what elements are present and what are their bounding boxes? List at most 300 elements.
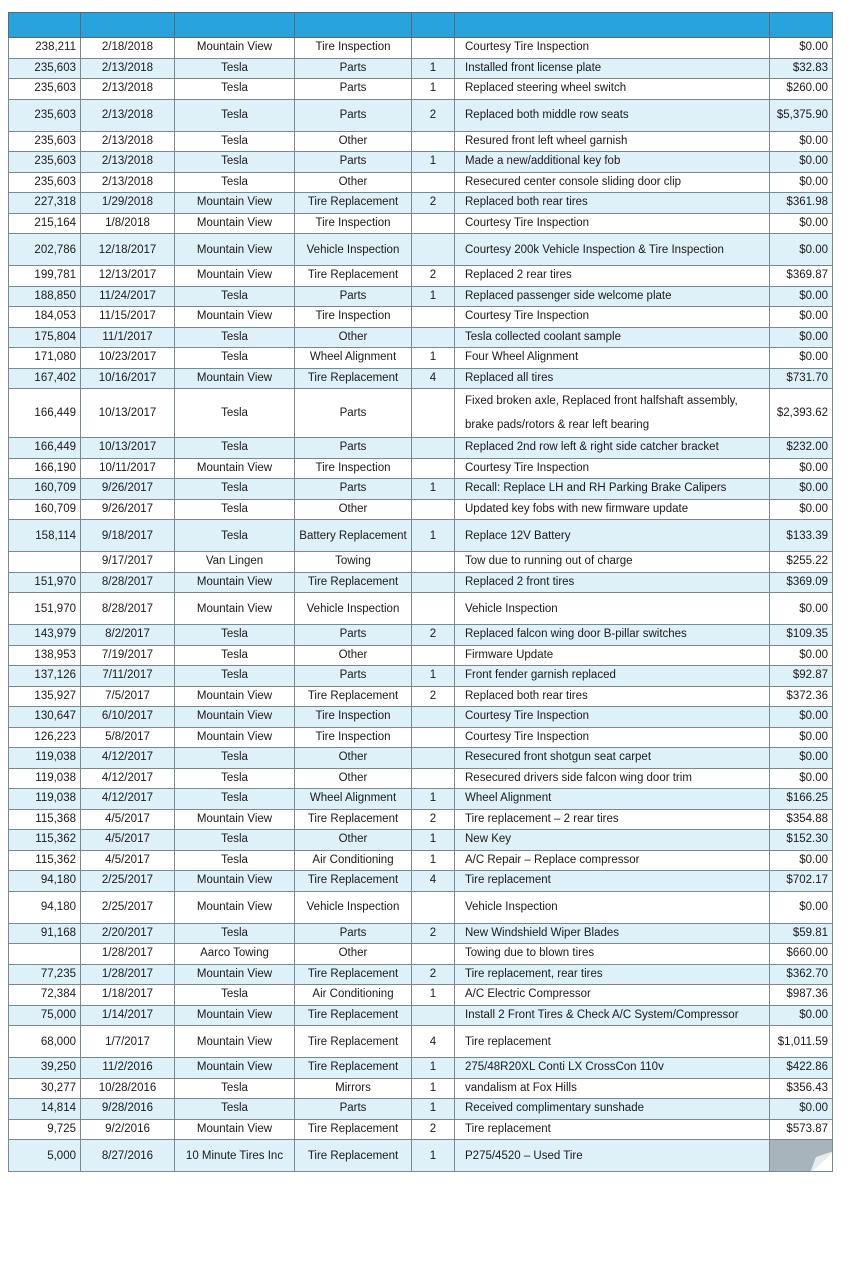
cell-mileage: 235,603 bbox=[9, 58, 81, 79]
cell-qty: 2 bbox=[412, 686, 455, 707]
cell-mileage: 137,126 bbox=[9, 666, 81, 687]
cell-description: 275/48R20XL Conti LX CrossCon 110v bbox=[455, 1058, 770, 1079]
cell-description: Recall: Replace LH and RH Parking Brake Calipers bbox=[455, 479, 770, 500]
cell-description: Courtesy Tire Inspection bbox=[455, 213, 770, 234]
cell-mileage: 175,804 bbox=[9, 327, 81, 348]
cell-qty: 1 bbox=[412, 1078, 455, 1099]
cell-qty: 1 bbox=[412, 789, 455, 810]
cell-mileage: 14,814 bbox=[9, 1099, 81, 1120]
table-row bbox=[9, 768, 833, 789]
cell-mileage: 138,953 bbox=[9, 645, 81, 666]
cell-shop: Tesla bbox=[175, 789, 295, 810]
cell-date: 1/7/2017 bbox=[81, 1026, 175, 1058]
cell-mileage: 199,781 bbox=[9, 266, 81, 287]
cell-mileage: 75,000 bbox=[9, 1005, 81, 1026]
cell-qty bbox=[412, 131, 455, 152]
cell-qty: 1 bbox=[412, 58, 455, 79]
table-row bbox=[9, 830, 833, 851]
cell-cost: $0.00 bbox=[770, 38, 833, 59]
cell-mileage: 91,168 bbox=[9, 923, 81, 944]
cell-category: Tire Replacement bbox=[295, 1119, 412, 1140]
cell-shop: Mountain View bbox=[175, 593, 295, 625]
cell-date: 2/25/2017 bbox=[81, 891, 175, 923]
cell-category: Parts bbox=[295, 666, 412, 687]
cell-date: 11/24/2017 bbox=[81, 286, 175, 307]
cell-date: 11/2/2016 bbox=[81, 1058, 175, 1079]
table-row bbox=[9, 38, 833, 59]
cell-cost: $232.00 bbox=[770, 438, 833, 459]
cell-category: Other bbox=[295, 172, 412, 193]
table-row bbox=[9, 552, 833, 573]
cell-date: 11/1/2017 bbox=[81, 327, 175, 348]
cell-category: Battery Replacement bbox=[295, 520, 412, 552]
cell-date: 10/13/2017 bbox=[81, 389, 175, 438]
cell-category: Other bbox=[295, 327, 412, 348]
cell-shop: Tesla bbox=[175, 79, 295, 100]
cell-qty: 1 bbox=[412, 79, 455, 100]
cell-qty: 4 bbox=[412, 1026, 455, 1058]
cell-qty: 2 bbox=[412, 809, 455, 830]
cell-category: Tire Replacement bbox=[295, 368, 412, 389]
cell-description: Made a new/additional key fob bbox=[455, 152, 770, 173]
cell-shop: Mountain View bbox=[175, 727, 295, 748]
cell-shop: Mountain View bbox=[175, 964, 295, 985]
table-row bbox=[9, 748, 833, 769]
cell-description: Resecured drivers side falcon wing door trim bbox=[455, 768, 770, 789]
cell-description: Courtesy 200k Vehicle Inspection & Tire Inspection bbox=[455, 234, 770, 266]
cell-description: P275/4520 – Used Tire bbox=[455, 1140, 770, 1172]
cell-cost: $59.81 bbox=[770, 923, 833, 944]
cell-description: Replaced all tires bbox=[455, 368, 770, 389]
cell-cost: $2,393.62 bbox=[770, 389, 833, 438]
cell-qty bbox=[412, 707, 455, 728]
cell-category: Vehicle Inspection bbox=[295, 234, 412, 266]
table-row bbox=[9, 172, 833, 193]
cell-date: 1/29/2018 bbox=[81, 193, 175, 214]
cell-shop: Tesla bbox=[175, 768, 295, 789]
cell-shop: Mountain View bbox=[175, 368, 295, 389]
cell-description: Fixed broken axle, Replaced front halfshaft assembly, brake pads/rotors & rear left bearing bbox=[455, 389, 770, 438]
cell-shop: Tesla bbox=[175, 348, 295, 369]
cell-description: Resecured front shotgun seat carpet bbox=[455, 748, 770, 769]
cell-cost: $0.00 bbox=[770, 707, 833, 728]
cell-date: 8/28/2017 bbox=[81, 593, 175, 625]
cell-description: Vehicle Inspection bbox=[455, 593, 770, 625]
table-row bbox=[9, 707, 833, 728]
table-row bbox=[9, 327, 833, 348]
cell-category: Other bbox=[295, 131, 412, 152]
cell-category: Other bbox=[295, 768, 412, 789]
cell-shop: Mountain View bbox=[175, 1119, 295, 1140]
cell-shop: Tesla bbox=[175, 389, 295, 438]
cell-date: 9/28/2016 bbox=[81, 1099, 175, 1120]
cell-mileage: 227,318 bbox=[9, 193, 81, 214]
cell-mileage: 151,970 bbox=[9, 593, 81, 625]
cell-category: Parts bbox=[295, 625, 412, 646]
cell-qty: 1 bbox=[412, 286, 455, 307]
cell-mileage: 115,368 bbox=[9, 809, 81, 830]
cell-cost: $0.00 bbox=[770, 891, 833, 923]
cell-mileage: 238,211 bbox=[9, 38, 81, 59]
cell-mileage: 77,235 bbox=[9, 964, 81, 985]
cell-qty: 1 bbox=[412, 152, 455, 173]
cell-category: Tire Inspection bbox=[295, 307, 412, 328]
cell-qty bbox=[412, 307, 455, 328]
cell-description: Wheel Alignment bbox=[455, 789, 770, 810]
cell-category: Tire Replacement bbox=[295, 266, 412, 287]
cell-description: New Key bbox=[455, 830, 770, 851]
cell-date: 4/12/2017 bbox=[81, 789, 175, 810]
cell-shop: Tesla bbox=[175, 645, 295, 666]
cell-date: 7/11/2017 bbox=[81, 666, 175, 687]
cell-shop: Tesla bbox=[175, 1078, 295, 1099]
table-row bbox=[9, 266, 833, 287]
cell-category: Mirrors bbox=[295, 1078, 412, 1099]
cell-shop: Tesla bbox=[175, 327, 295, 348]
cell-date: 1/28/2017 bbox=[81, 964, 175, 985]
cell-shop: Van Lingen bbox=[175, 552, 295, 573]
cell-date: 5/8/2017 bbox=[81, 727, 175, 748]
cell-cost: $0.00 bbox=[770, 1005, 833, 1026]
cell-description: Replaced 2 rear tires bbox=[455, 266, 770, 287]
cell-qty: 4 bbox=[412, 871, 455, 892]
cell-shop: Tesla bbox=[175, 830, 295, 851]
cell-shop: Tesla bbox=[175, 985, 295, 1006]
cell-mileage: 235,603 bbox=[9, 172, 81, 193]
cell-qty bbox=[412, 234, 455, 266]
cell-date: 9/2/2016 bbox=[81, 1119, 175, 1140]
cell-description: Courtesy Tire Inspection bbox=[455, 458, 770, 479]
cell-date: 11/15/2017 bbox=[81, 307, 175, 328]
cell-date: 12/13/2017 bbox=[81, 266, 175, 287]
cell-shop: Mountain View bbox=[175, 1026, 295, 1058]
header-cell-cost bbox=[770, 13, 833, 38]
table-row bbox=[9, 686, 833, 707]
cell-shop: Tesla bbox=[175, 58, 295, 79]
cell-description: Replaced passenger side welcome plate bbox=[455, 286, 770, 307]
cell-category: Tire Inspection bbox=[295, 458, 412, 479]
cell-qty: 2 bbox=[412, 193, 455, 214]
cell-mileage: 135,927 bbox=[9, 686, 81, 707]
cell-shop: Mountain View bbox=[175, 213, 295, 234]
cell-mileage: 166,449 bbox=[9, 389, 81, 438]
cell-category: Parts bbox=[295, 389, 412, 438]
table-row bbox=[9, 458, 833, 479]
cell-cost: $0.00 bbox=[770, 645, 833, 666]
cell-date: 9/17/2017 bbox=[81, 552, 175, 573]
header-cell-description bbox=[455, 13, 770, 38]
header-cell-shop bbox=[175, 13, 295, 38]
cell-mileage: 119,038 bbox=[9, 768, 81, 789]
cell-category: Other bbox=[295, 748, 412, 769]
cell-category: Tire Replacement bbox=[295, 1058, 412, 1079]
cell-qty: 1 bbox=[412, 666, 455, 687]
cell-mileage bbox=[9, 552, 81, 573]
cell-qty bbox=[412, 552, 455, 573]
cell-category: Tire Inspection bbox=[295, 38, 412, 59]
table-row bbox=[9, 286, 833, 307]
cell-date: 8/28/2017 bbox=[81, 572, 175, 593]
cell-cost: $255.22 bbox=[770, 552, 833, 573]
cell-qty bbox=[412, 891, 455, 923]
cell-cost: $731.70 bbox=[770, 368, 833, 389]
cell-date: 2/13/2018 bbox=[81, 99, 175, 131]
cell-cost: $0.00 bbox=[770, 1099, 833, 1120]
cell-date: 2/13/2018 bbox=[81, 172, 175, 193]
cell-date: 9/18/2017 bbox=[81, 520, 175, 552]
cell-cost: $166.25 bbox=[770, 789, 833, 810]
cell-category: Parts bbox=[295, 152, 412, 173]
cell-category: Wheel Alignment bbox=[295, 789, 412, 810]
cell-description: Tire replacement – 2 rear tires bbox=[455, 809, 770, 830]
cell-qty bbox=[412, 727, 455, 748]
cell-cost: $0.00 bbox=[770, 131, 833, 152]
cell-cost: $369.09 bbox=[770, 572, 833, 593]
cell-mileage: 68,000 bbox=[9, 1026, 81, 1058]
cell-date: 2/20/2017 bbox=[81, 923, 175, 944]
cell-description: Replaced both middle row seats bbox=[455, 99, 770, 131]
table-row bbox=[9, 499, 833, 520]
table-row bbox=[9, 79, 833, 100]
cell-cost: $369.87 bbox=[770, 266, 833, 287]
table-row bbox=[9, 944, 833, 965]
cell-description: Courtesy Tire Inspection bbox=[455, 707, 770, 728]
cell-shop: 10 Minute Tires Inc bbox=[175, 1140, 295, 1172]
cell-cost bbox=[770, 1140, 833, 1172]
cell-qty: 1 bbox=[412, 1099, 455, 1120]
table-row bbox=[9, 1099, 833, 1120]
cell-cost: $987.36 bbox=[770, 985, 833, 1006]
cell-category: Tire Replacement bbox=[295, 871, 412, 892]
cell-description: Courtesy Tire Inspection bbox=[455, 307, 770, 328]
cell-qty: 1 bbox=[412, 348, 455, 369]
cell-category: Tire Replacement bbox=[295, 686, 412, 707]
cell-description: Firmware Update bbox=[455, 645, 770, 666]
cell-cost: $1,011.59 bbox=[770, 1026, 833, 1058]
cell-date: 10/28/2016 bbox=[81, 1078, 175, 1099]
cell-date: 4/12/2017 bbox=[81, 768, 175, 789]
cell-category: Parts bbox=[295, 479, 412, 500]
cell-mileage: 130,647 bbox=[9, 707, 81, 728]
cell-qty bbox=[412, 38, 455, 59]
table-row bbox=[9, 964, 833, 985]
cell-qty bbox=[412, 645, 455, 666]
cell-mileage: 115,362 bbox=[9, 830, 81, 851]
cell-qty: 1 bbox=[412, 520, 455, 552]
cell-cost: $92.87 bbox=[770, 666, 833, 687]
header-cell-mileage bbox=[9, 13, 81, 38]
cell-cost: $0.00 bbox=[770, 234, 833, 266]
cell-date: 10/16/2017 bbox=[81, 368, 175, 389]
cell-description: A/C Electric Compressor bbox=[455, 985, 770, 1006]
cell-description: vandalism at Fox Hills bbox=[455, 1078, 770, 1099]
cell-description: Replaced both rear tires bbox=[455, 193, 770, 214]
table-row bbox=[9, 1026, 833, 1058]
cell-qty: 2 bbox=[412, 1119, 455, 1140]
table-row bbox=[9, 58, 833, 79]
cell-category: Vehicle Inspection bbox=[295, 593, 412, 625]
cell-description: Replaced 2 front tires bbox=[455, 572, 770, 593]
cell-mileage: 126,223 bbox=[9, 727, 81, 748]
cell-date: 1/18/2017 bbox=[81, 985, 175, 1006]
cell-date: 7/19/2017 bbox=[81, 645, 175, 666]
cell-description: Tow due to running out of charge bbox=[455, 552, 770, 573]
cell-description: Replaced falcon wing door B-pillar switches bbox=[455, 625, 770, 646]
cell-category: Parts bbox=[295, 438, 412, 459]
cell-cost: $0.00 bbox=[770, 593, 833, 625]
page-curl-icon bbox=[770, 1140, 833, 1172]
cell-date: 2/25/2017 bbox=[81, 871, 175, 892]
cell-date: 4/5/2017 bbox=[81, 850, 175, 871]
cell-mileage: 235,603 bbox=[9, 131, 81, 152]
cell-cost: $356.43 bbox=[770, 1078, 833, 1099]
cell-cost: $0.00 bbox=[770, 286, 833, 307]
table-row bbox=[9, 985, 833, 1006]
cell-qty bbox=[412, 389, 455, 438]
table-row bbox=[9, 479, 833, 500]
table-row bbox=[9, 850, 833, 871]
cell-shop: Tesla bbox=[175, 152, 295, 173]
table-row bbox=[9, 99, 833, 131]
cell-cost: $0.00 bbox=[770, 327, 833, 348]
cell-mileage: 143,979 bbox=[9, 625, 81, 646]
cell-category: Parts bbox=[295, 79, 412, 100]
table-row bbox=[9, 234, 833, 266]
cell-category: Other bbox=[295, 944, 412, 965]
cell-description: New Windshield Wiper Blades bbox=[455, 923, 770, 944]
cell-category: Tire Replacement bbox=[295, 964, 412, 985]
cell-shop: Tesla bbox=[175, 748, 295, 769]
cell-shop: Mountain View bbox=[175, 572, 295, 593]
cell-date: 2/13/2018 bbox=[81, 152, 175, 173]
cell-mileage: 184,053 bbox=[9, 307, 81, 328]
table-header bbox=[9, 13, 833, 38]
cell-cost: $0.00 bbox=[770, 479, 833, 500]
cell-cost: $354.88 bbox=[770, 809, 833, 830]
cell-shop: Tesla bbox=[175, 438, 295, 459]
table-row bbox=[9, 891, 833, 923]
cell-cost: $0.00 bbox=[770, 213, 833, 234]
cell-shop: Tesla bbox=[175, 286, 295, 307]
cell-category: Parts bbox=[295, 923, 412, 944]
cell-cost: $361.98 bbox=[770, 193, 833, 214]
cell-description: Replaced 2nd row left & right side catcher bracket bbox=[455, 438, 770, 459]
cell-category: Tire Replacement bbox=[295, 193, 412, 214]
cell-cost: $0.00 bbox=[770, 768, 833, 789]
cell-description: Resured front left wheel garnish bbox=[455, 131, 770, 152]
cell-qty bbox=[412, 438, 455, 459]
cell-shop: Tesla bbox=[175, 131, 295, 152]
cell-shop: Mountain View bbox=[175, 871, 295, 892]
cell-qty bbox=[412, 1005, 455, 1026]
cell-category: Tire Replacement bbox=[295, 1026, 412, 1058]
cell-shop: Mountain View bbox=[175, 234, 295, 266]
cell-mileage: 5,000 bbox=[9, 1140, 81, 1172]
cell-description: Tire replacement bbox=[455, 1119, 770, 1140]
cell-cost: $0.00 bbox=[770, 458, 833, 479]
cell-shop: Tesla bbox=[175, 479, 295, 500]
cell-category: Tire Replacement bbox=[295, 1005, 412, 1026]
cell-category: Parts bbox=[295, 1099, 412, 1120]
cell-description: Received complimentary sunshade bbox=[455, 1099, 770, 1120]
table-row bbox=[9, 152, 833, 173]
cell-shop: Tesla bbox=[175, 99, 295, 131]
table-row bbox=[9, 1140, 833, 1172]
table-row bbox=[9, 438, 833, 459]
cell-description: Tire replacement bbox=[455, 1026, 770, 1058]
table-row bbox=[9, 871, 833, 892]
cell-shop: Tesla bbox=[175, 923, 295, 944]
cell-mileage: 160,709 bbox=[9, 479, 81, 500]
cell-category: Tire Inspection bbox=[295, 213, 412, 234]
cell-cost: $702.17 bbox=[770, 871, 833, 892]
cell-category: Tire Replacement bbox=[295, 809, 412, 830]
cell-cost: $0.00 bbox=[770, 850, 833, 871]
cell-date: 2/13/2018 bbox=[81, 58, 175, 79]
cell-qty bbox=[412, 327, 455, 348]
cell-mileage: 171,080 bbox=[9, 348, 81, 369]
cell-cost: $152.30 bbox=[770, 830, 833, 851]
cell-qty: 1 bbox=[412, 1140, 455, 1172]
cell-date: 2/18/2018 bbox=[81, 38, 175, 59]
cell-category: Tire Replacement bbox=[295, 1140, 412, 1172]
table-row bbox=[9, 1005, 833, 1026]
table-row bbox=[9, 727, 833, 748]
header-cell-qty bbox=[412, 13, 455, 38]
cell-shop: Tesla bbox=[175, 172, 295, 193]
cell-date: 2/13/2018 bbox=[81, 79, 175, 100]
cell-qty: 1 bbox=[412, 830, 455, 851]
table-row bbox=[9, 593, 833, 625]
service-history-table bbox=[8, 12, 833, 1172]
table-row bbox=[9, 789, 833, 810]
cell-mileage: 119,038 bbox=[9, 748, 81, 769]
cell-description: Replaced both rear tires bbox=[455, 686, 770, 707]
cell-qty bbox=[412, 458, 455, 479]
cell-category: Other bbox=[295, 645, 412, 666]
cell-description: A/C Repair – Replace compressor bbox=[455, 850, 770, 871]
cell-date: 1/8/2018 bbox=[81, 213, 175, 234]
cell-qty: 2 bbox=[412, 625, 455, 646]
cell-cost: $0.00 bbox=[770, 348, 833, 369]
cell-shop: Mountain View bbox=[175, 809, 295, 830]
cell-qty: 1 bbox=[412, 479, 455, 500]
cell-description: Towing due to blown tires bbox=[455, 944, 770, 965]
cell-qty bbox=[412, 572, 455, 593]
cell-description: Tire replacement, rear tires bbox=[455, 964, 770, 985]
cell-category: Parts bbox=[295, 99, 412, 131]
table-row bbox=[9, 572, 833, 593]
cell-mileage bbox=[9, 944, 81, 965]
cell-mileage: 151,970 bbox=[9, 572, 81, 593]
cell-description: Resecured center console sliding door clip bbox=[455, 172, 770, 193]
header-cell-date bbox=[81, 13, 175, 38]
table-row bbox=[9, 625, 833, 646]
cell-shop: Mountain View bbox=[175, 1058, 295, 1079]
cell-description: Tire replacement bbox=[455, 871, 770, 892]
cell-category: Other bbox=[295, 499, 412, 520]
cell-qty bbox=[412, 768, 455, 789]
cell-description: Courtesy Tire Inspection bbox=[455, 38, 770, 59]
cell-shop: Mountain View bbox=[175, 307, 295, 328]
cell-date: 10/13/2017 bbox=[81, 438, 175, 459]
cell-date: 9/26/2017 bbox=[81, 499, 175, 520]
cell-description: Installed front license plate bbox=[455, 58, 770, 79]
cell-mileage: 215,164 bbox=[9, 213, 81, 234]
cell-qty: 2 bbox=[412, 266, 455, 287]
cell-date: 9/26/2017 bbox=[81, 479, 175, 500]
cell-shop: Mountain View bbox=[175, 686, 295, 707]
